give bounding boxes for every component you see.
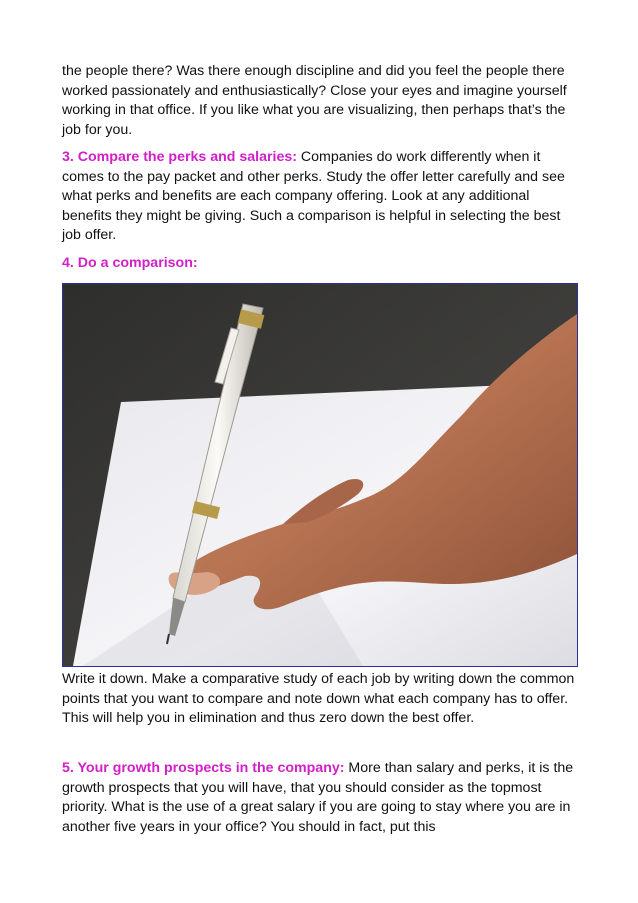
paragraph-perks-salaries [62, 148, 582, 246]
paragraph-text: the people there? Was there enough discipline and did you feel the people there worked passionately and enthusiastically? Close your eyes and imagine yourself working in that office. If you like what you are visualizing, then perhaps that’s the job for you. [62, 63, 567, 138]
paragraph-comparison-heading [62, 254, 582, 274]
paragraph-write-it-down [62, 670, 582, 729]
paragraph-text: Companies do work differently when it comes to the pay packet and other perks. Study the offer letter carefully and see what perks and benefits are each company offering. Look at any additional benefits they might be giving. Such a comparison is helpful in selecting the best job offer. [62, 149, 565, 244]
section-heading-comparison: 4. Do a comparison: [62, 255, 198, 271]
hand-writing-photo [62, 283, 578, 667]
paragraph-workplace-feel [62, 62, 582, 140]
section-heading-perks: 3. Compare the perks and salaries: [62, 149, 297, 165]
paragraph-growth-prospects [62, 759, 582, 837]
paragraph-text: More than salary and perks, it is the growth prospects that you will have, that you should consider as the topmost priority. What is the use of a great salary if you are going to stay where you are in another five years in your office? You should in fact, put this [62, 760, 574, 835]
section-heading-growth: 5. Your growth prospects in the company: [62, 760, 345, 776]
paragraph-text: Write it down. Make a comparative study of each job by writing down the common points that you want to compare and note down what each company has to offer. This will help you in elimination and thus zero down the best offer. [62, 671, 575, 727]
